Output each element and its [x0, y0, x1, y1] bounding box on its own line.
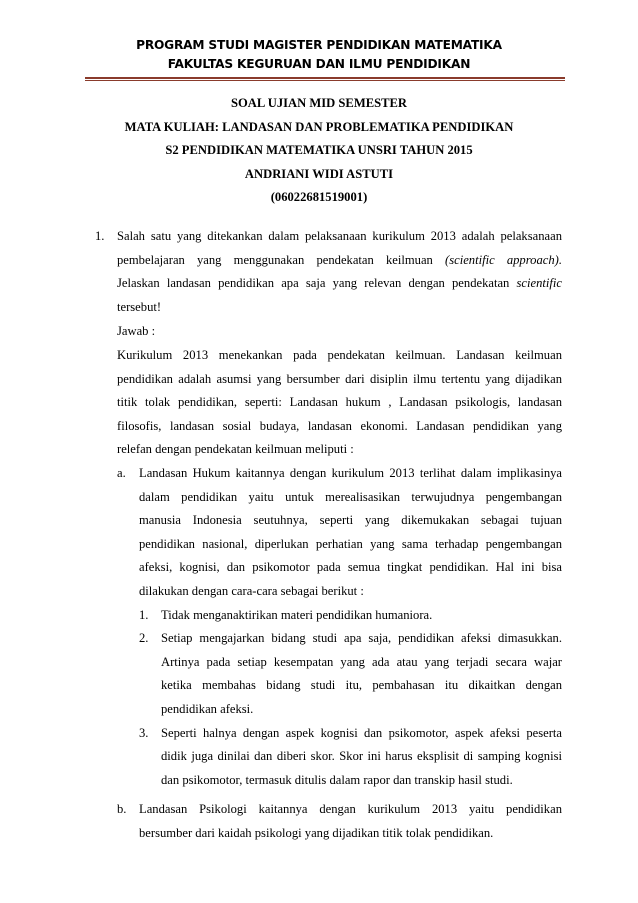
student-id: (06022681519001): [270, 190, 368, 204]
answer-intro-line: titik tolak pendidikan, seperti: Landasan hukum , Landasan psikologis, landasan: [117, 395, 562, 410]
list-item-number: 1.: [139, 607, 149, 622]
answer-label: Jawab :: [117, 324, 156, 338]
question-number: 1.: [95, 229, 105, 243]
section-line: bersumber dari kaidah psikologi yang dijadikan titik tolak pendidikan.: [139, 826, 494, 840]
header-faculty: FAKULTAS KEGURUAN DAN ILMU PENDIDIKAN: [167, 57, 471, 71]
program-title: S2 PENDIDIKAN MATEMATIKA UNSRI TAHUN 2015: [165, 143, 473, 157]
list-item-line: Seperti halnya dengan aspek kognisi dan psikomotor, aspek afeksi peserta: [161, 725, 562, 740]
header-program: PROGRAM STUDI MAGISTER PENDIDIKAN MATEMATIKA: [136, 38, 502, 52]
question-line: tersebut!: [117, 300, 162, 314]
answer-intro-line: pendidikan adalah asumsi yang bersumber dari disiplin ilmu tertentu yang dijadikan: [117, 371, 562, 386]
list-item-line: didik juga dinilai dan diberi skor. Skor ini harus eksplisit di samping kognisi: [161, 749, 562, 764]
course-title: MATA KULIAH: LANDASAN DAN PROBLEMATIKA PENDIDIKAN: [124, 120, 514, 134]
list-item-line: pendidikan afeksi.: [161, 702, 254, 716]
section-line: Landasan Hukum kaitannya dengan kurikulum 2013 terlihat dalam implikasinya: [139, 466, 562, 480]
answer-intro-line: relefan dengan pendekatan keilmuan meliputi :: [117, 442, 354, 457]
question-line: pembelajaran yang menggunakan pendekatan keilmuan (scientific approach).: [117, 253, 562, 267]
list-item-line: dan psikomotor, termasuk ditulis dalam rapor dan transkip hasil studi.: [161, 772, 513, 787]
header-rule-thin: [85, 80, 565, 81]
question-line: Jelaskan landasan pendidikan apa saja yang relevan dengan pendekatan scientific: [117, 276, 562, 290]
list-item-line: Artinya pada setiap kesempatan yang ada atau yang terjadi secara wajar: [161, 654, 562, 669]
section-line: dalam pendidikan yaitu untuk merealisasikan terwujudnya pengembangan: [139, 489, 562, 504]
exam-title: SOAL UJIAN MID SEMESTER: [231, 96, 407, 110]
list-item-line: Tidak menganaktirikan materi pendidikan humaniora.: [161, 607, 433, 622]
header-rule-thick: [85, 77, 565, 79]
answer-intro-line: Kurikulum 2013 menekankan pada pendekatan keilmuan. Landasan keilmuan: [117, 348, 562, 362]
section-line: afeksi, kognisi, dan psikomotor pada semua tingkat pendidikan. Hal ini bisa: [139, 560, 562, 575]
list-item-line: ketika membahas bidang studi itu, pembahasan itu dikaitkan dengan: [161, 678, 562, 693]
student-name: ANDRIANI WIDI ASTUTI: [244, 167, 394, 181]
section-line: dilakukan dengan cara-cara sebagai berikut :: [139, 584, 364, 598]
section-line: Landasan Psikologi kaitannya dengan kurikulum 2013 yaitu pendidikan: [139, 802, 562, 817]
list-item-line: Setiap mengajarkan bidang studi apa saja, pendidikan afeksi dimasukkan.: [161, 631, 562, 646]
section-line: pendidikan nasional, diperlukan perhatian yang sama terhadap pengembangan: [139, 536, 562, 551]
list-item-number: 2.: [139, 631, 149, 646]
list-item-number: 3.: [139, 725, 149, 740]
section-marker: a.: [117, 466, 126, 480]
section-line: manusia Indonesia seutuhnya, seperti yang dikemukakan sebagai tujuan: [139, 513, 562, 528]
question-line: Salah satu yang ditekankan dalam pelaksanaan kurikulum 2013 adalah pelaksanaan: [117, 229, 562, 243]
answer-intro-line: filosofis, landasan sosial budaya, landasan ekonomi. Landasan pendidikan yang: [117, 418, 562, 433]
section-marker: b.: [117, 802, 127, 817]
